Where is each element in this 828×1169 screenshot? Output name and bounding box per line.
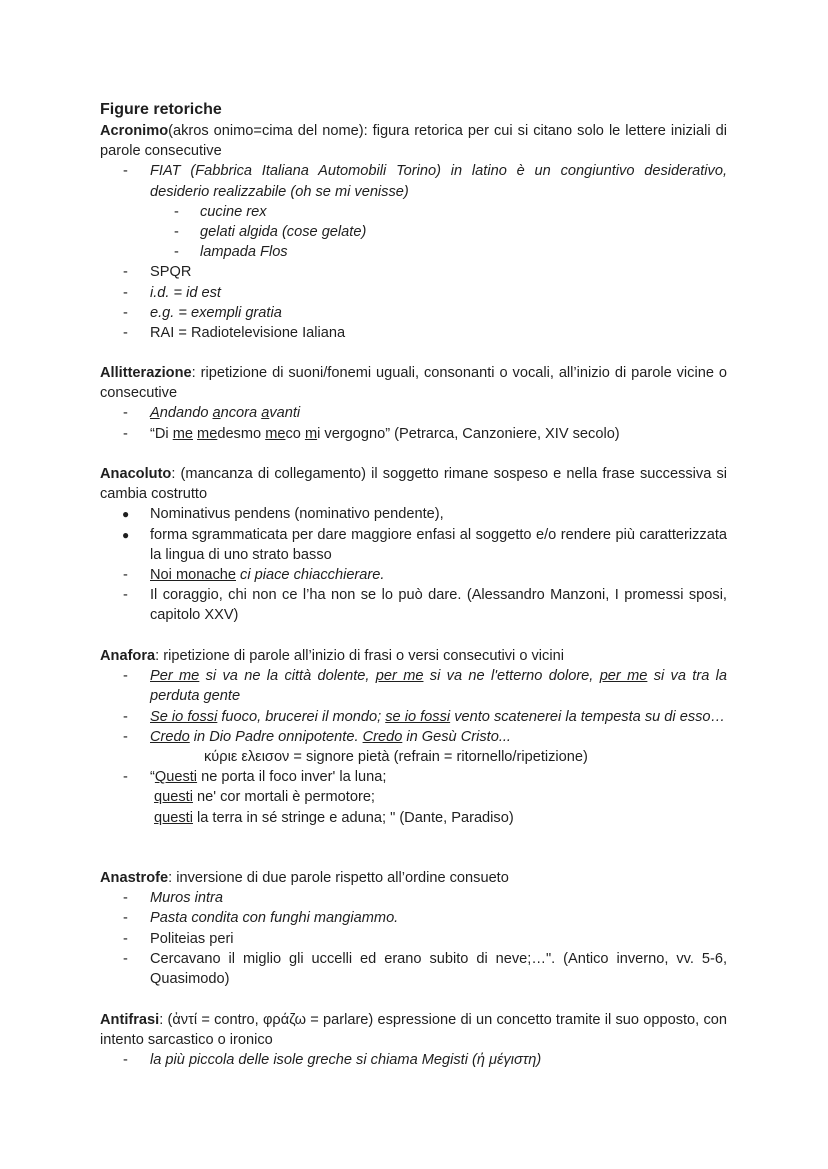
section-antifrasi bbox=[100, 1010, 727, 1071]
term-acronimo: Acronimo bbox=[100, 123, 169, 139]
section-anacoluto bbox=[100, 464, 727, 626]
term-anacoluto: Anacoluto bbox=[100, 466, 172, 482]
page-title: Figure retoriche bbox=[100, 101, 222, 118]
verse-line: questi la terra in sé stringe e aduna; " (Dante, Paradiso) bbox=[154, 809, 514, 826]
list-item: - Credo in Dio Padre onnipotente. Credo in Gesù Cristo... bbox=[123, 728, 511, 745]
list-item: - Muros intra bbox=[123, 890, 223, 907]
examples-antifrasi bbox=[100, 1050, 727, 1070]
list-item: - Per me si va ne la città dolente, per me si va ne l'etterno dolore, per me si va tra la perduta gente bbox=[123, 668, 727, 705]
kyrie-line: κύριε ελεισον = signore pietà (refrain = ritornello/ripetizione) bbox=[204, 749, 588, 766]
section-acronimo bbox=[100, 121, 727, 343]
definition-anacoluto: Anacoluto: (mancanza di collegamento) il soggetto rimane sospeso e nella frase successiva si cambia costrutto bbox=[100, 466, 727, 503]
examples-anafora bbox=[100, 666, 727, 747]
list-item: ● forma sgrammaticata per dare maggiore enfasi al soggetto e/o rendere più caratterizzata la lingua di uno strato basso bbox=[122, 526, 727, 563]
list-item: - Il coraggio, chi non ce l’ha non se lo può dare. (Alessandro Manzoni, I promessi sposi, capitolo XXV) bbox=[123, 587, 727, 624]
list-item: - lampada Flos bbox=[174, 244, 288, 261]
examples-allitterazione bbox=[100, 403, 727, 443]
list-item: - “Questi ne porta il foco inver' la luna; bbox=[123, 769, 387, 786]
term-antifrasi: Antifrasi bbox=[100, 1012, 160, 1028]
definition-acronimo: Acronimo(akros onimo=cima del nome): figura retorica per cui si citano solo le lettere iniziali di parole consecutive bbox=[100, 123, 727, 160]
definition-allitterazione: Allitterazione: ripetizione di suoni/fonemi uguali, consonanti o vocali, all’inizio di parole vicine o consecutive bbox=[100, 365, 727, 402]
list-item: - RAI = Radiotelevisione Ialiana bbox=[123, 325, 346, 342]
verse-line: questi ne' cor mortali è permotore; bbox=[154, 789, 375, 806]
section-allitterazione bbox=[100, 363, 727, 444]
list-item: - SPQR bbox=[123, 264, 192, 281]
section-anafora bbox=[100, 646, 727, 828]
examples-anastrofe bbox=[100, 888, 727, 989]
examples-acronimo bbox=[100, 161, 727, 343]
section-anastrofe bbox=[100, 868, 727, 989]
definition-anafora: Anafora: ripetizione di parole all’inizio di frasi o versi consecutivi o vicini bbox=[100, 648, 564, 664]
list-item: - gelati algida (cose gelate) bbox=[174, 224, 367, 241]
list-item: - la più piccola delle isole greche si chiama Megisti (ἡ μέγιστη) bbox=[123, 1052, 542, 1069]
examples-anacoluto bbox=[100, 504, 727, 625]
list-item: - FIAT (Fabbrica Italiana Automobili Torino) in latino è un congiuntivo desiderativo, desiderio realizzabile (oh se mi venisse) bbox=[123, 163, 727, 200]
definition-antifrasi: Antifrasi: (ἀντί = contro, φράζω = parlare) espressione di un concetto tramite il suo opposto, con intento sarcastico o ironico bbox=[100, 1012, 727, 1049]
definition-anastrofe: Anastrofe: inversione di due parole rispetto all’ordine consueto bbox=[100, 870, 509, 886]
term-anastrofe: Anastrofe bbox=[100, 870, 169, 886]
list-item: ● Nominativus pendens (nominativo pendente), bbox=[122, 506, 444, 523]
list-item: - Cercavano il miglio gli uccelli ed erano subito di neve;…". (Antico inverno, vv. 5-6, Quasimodo) bbox=[123, 950, 727, 988]
examples-anafora-dante bbox=[100, 767, 727, 787]
list-item: - Se io fossi fuoco, brucerei il mondo; se io fossi vento scatenerei la tempesta su di esso… bbox=[123, 708, 726, 725]
list-item: - Pasta condita con funghi mangiammo. bbox=[123, 910, 399, 927]
term-allitterazione: Allitterazione bbox=[100, 365, 192, 381]
list-item: - i.d. = id est bbox=[123, 284, 221, 301]
list-item: - Andando ancora avanti bbox=[123, 405, 301, 422]
list-item: - “Di me medesmo meco mi vergogno” (Petrarca, Canzoniere, XIV secolo) bbox=[123, 425, 620, 442]
list-item: - Politeias peri bbox=[123, 930, 234, 947]
term-anafora: Anafora bbox=[100, 648, 156, 664]
list-item: - Noi monache ci piace chiacchierare. bbox=[123, 567, 385, 584]
list-item: - e.g. = exempli gratia bbox=[123, 304, 282, 321]
list-item: - cucine rex bbox=[174, 203, 267, 220]
